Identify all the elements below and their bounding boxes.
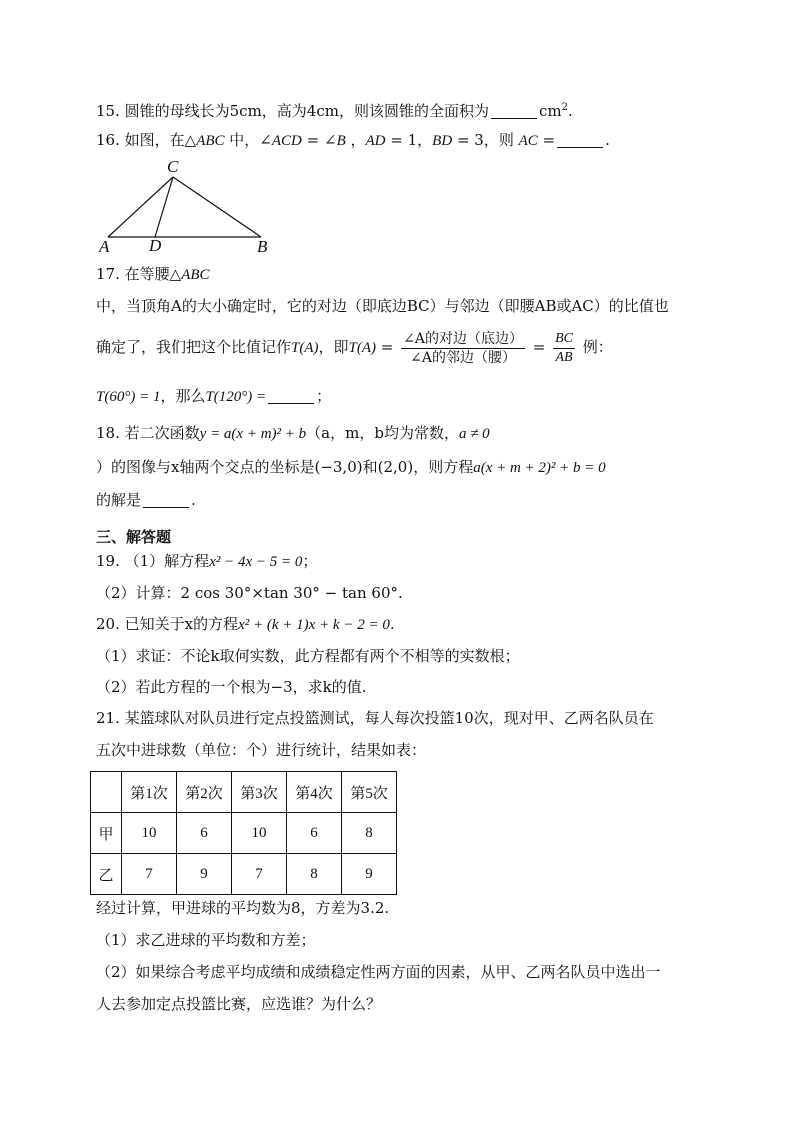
table-cell: 6	[287, 813, 342, 854]
table-row	[91, 854, 397, 895]
question-text: 确定了，我们把这个比值记作	[96, 338, 292, 356]
angle-b: B	[336, 133, 346, 149]
question-16	[96, 130, 610, 151]
question-number: 19.	[96, 552, 120, 570]
separator: ，	[345, 131, 366, 149]
question-text: 如图，在△	[124, 131, 197, 149]
table-cell: 6	[177, 813, 232, 854]
question-19-line1	[96, 551, 317, 572]
ac-equals: =	[537, 131, 556, 149]
answer-blank[interactable]	[557, 133, 603, 148]
t-of-a: T(A)	[348, 340, 377, 356]
triangle-name: ABC	[181, 267, 210, 283]
section-title: 三、解答题	[96, 528, 172, 546]
vertex-label-b: B	[257, 237, 268, 255]
question-15	[96, 98, 573, 121]
semicolon: ；	[302, 552, 318, 570]
question-text: ，则方程	[413, 458, 474, 476]
table-cell: 9	[177, 854, 232, 895]
question-number: 17.	[96, 265, 120, 283]
table-cell: 7	[232, 854, 287, 895]
question-21-line2: 五次中进球数（单位：个）进行统计，结果如表：	[96, 741, 427, 759]
table-cell: 8	[287, 854, 342, 895]
answer-blank[interactable]	[143, 493, 189, 508]
question-number: 18.	[96, 424, 120, 442]
equals-angle: = ∠	[301, 131, 337, 149]
question-text: ，那么	[160, 387, 206, 405]
condition: a ≠ 0	[458, 426, 490, 442]
table-header: 第4次	[287, 772, 342, 813]
equation: x² − 4x − 5 = 0	[209, 554, 303, 570]
table-cell: 8	[342, 813, 397, 854]
question-number: 15.	[96, 102, 120, 120]
question-19-line2	[96, 583, 403, 603]
question-text: 某篮球队对队员进行定点投篮测试，每人每次投篮10次，现对甲、乙两名队员在	[124, 709, 654, 727]
table-cell: 9	[342, 854, 397, 895]
t-of-a: T(A)	[291, 340, 319, 356]
fraction-bc-ab	[553, 330, 575, 367]
vertex-label-a: A	[99, 237, 110, 255]
fraction-ratio-definition	[401, 330, 525, 367]
question-17-line2	[96, 296, 669, 316]
question-21-line1	[96, 708, 654, 728]
equation: a(x + m + 2)² + b = 0	[473, 460, 606, 476]
question-17-line3	[96, 326, 613, 369]
question-text: 的解是	[96, 491, 142, 509]
question-number: 16.	[96, 131, 120, 149]
question-text: 已知关于x的方程	[124, 615, 239, 633]
period: .	[605, 131, 610, 149]
period: .	[398, 584, 403, 602]
point-1: (−3,0)	[314, 458, 363, 476]
question-text: （2）计算：	[96, 584, 181, 602]
question-18-line2	[96, 457, 606, 478]
question-20-part1: （1）求证：不论k取何实数，此方程都有两个不相等的实数根；	[96, 647, 520, 665]
fraction-numerator: ∠A的对边（底边）	[403, 330, 523, 347]
question-21-part2-line1: （2）如果综合考虑平均成绩和成绩稳定性两方面的因素，从甲、乙两名队员中选出一	[96, 963, 661, 981]
question-text: 若二次函数	[124, 424, 200, 442]
question-17-line4	[96, 386, 331, 407]
question-text: 例：	[577, 338, 613, 356]
question-text: ）的图像与x轴两个交点的坐标是	[96, 458, 315, 476]
answer-blank[interactable]	[268, 389, 314, 404]
question-text: ，即	[318, 338, 349, 356]
equals: =	[527, 338, 551, 356]
vertex-label-d: D	[149, 236, 162, 255]
fraction-numerator: BC	[553, 330, 575, 349]
table-cell: 7	[122, 854, 177, 895]
question-number: 21.	[96, 709, 120, 727]
question-text: 圆锥的母线长为5cm，高为4cm，则该圆锥的全面积为	[124, 102, 489, 120]
example-expr: T(60°) = 1	[96, 389, 161, 405]
question-number: 20.	[96, 615, 120, 633]
semicolon: ；	[316, 387, 332, 405]
triangle-figure	[96, 155, 286, 255]
bd-value: = 3，则	[452, 131, 519, 149]
question-18-line1	[96, 423, 490, 444]
question-21-after-table: 经过计算，甲进球的平均数为8，方差为3.2.	[96, 899, 390, 917]
period: .	[567, 102, 573, 120]
vertex-label-c: C	[167, 157, 179, 176]
score-table	[90, 771, 397, 895]
answer-blank[interactable]	[491, 104, 537, 119]
table-header: 第1次	[122, 772, 177, 813]
period: .	[389, 615, 395, 633]
period: .	[191, 491, 196, 509]
question-text: 中，∠	[224, 131, 272, 149]
question-20-part2: （2）若此方程的一个根为−3，求k的值.	[96, 678, 367, 696]
table-row-label: 甲	[91, 813, 122, 854]
table-row-label: 乙	[91, 854, 122, 895]
fraction-denominator: ∠A的邻边（腰）	[410, 349, 516, 366]
question-17-line1	[96, 264, 210, 285]
table-header: 第2次	[177, 772, 232, 813]
question-text: （1）解方程	[124, 552, 210, 570]
table-cell: 10	[122, 813, 177, 854]
question-20-line1	[96, 614, 395, 635]
table-header: 第5次	[342, 772, 397, 813]
ad-value: = 1，	[385, 131, 433, 149]
table-cell: 10	[232, 813, 287, 854]
equation: x² + (k + 1)x + k − 2 = 0	[238, 617, 390, 633]
question-21-part1: （1）求乙进球的平均数和方差；	[96, 931, 316, 949]
bd-label: BD	[432, 133, 453, 149]
table-corner-cell	[91, 772, 122, 813]
point-2: (2,0)	[377, 458, 414, 476]
ac-label: AC	[518, 133, 538, 149]
unit-exponent: 2	[561, 102, 568, 113]
equals: =	[376, 338, 399, 356]
table-header-row	[91, 772, 397, 813]
segment-cb	[173, 177, 261, 237]
question-18-line3	[96, 490, 196, 510]
quadratic-function: y = a(x + m)² + b	[199, 426, 307, 442]
triangle-name: ABC	[196, 133, 225, 149]
fraction-denominator: AB	[555, 349, 573, 365]
table-header: 第3次	[232, 772, 287, 813]
unit: cm	[538, 102, 562, 120]
target-expr: T(120°) =	[205, 389, 267, 405]
ad-label: AD	[365, 133, 386, 149]
question-text: 和	[362, 458, 378, 476]
question-21-part2-line2: 人去参加定点投篮比赛，应选谁？为什么？	[96, 995, 382, 1013]
question-text: 中，当顶角A的大小确定时，它的对边（即底边BC）与邻边（即腰AB或AC）的比值也	[96, 297, 669, 315]
expression: 2 cos 30°×tan 30° − tan 60°	[180, 584, 398, 602]
question-text: 在等腰△	[124, 265, 182, 283]
table-row	[91, 813, 397, 854]
segment-ac	[108, 177, 173, 237]
angle-acd: ACD	[271, 133, 302, 149]
question-text: （a，m，b均为常数，	[306, 424, 459, 442]
